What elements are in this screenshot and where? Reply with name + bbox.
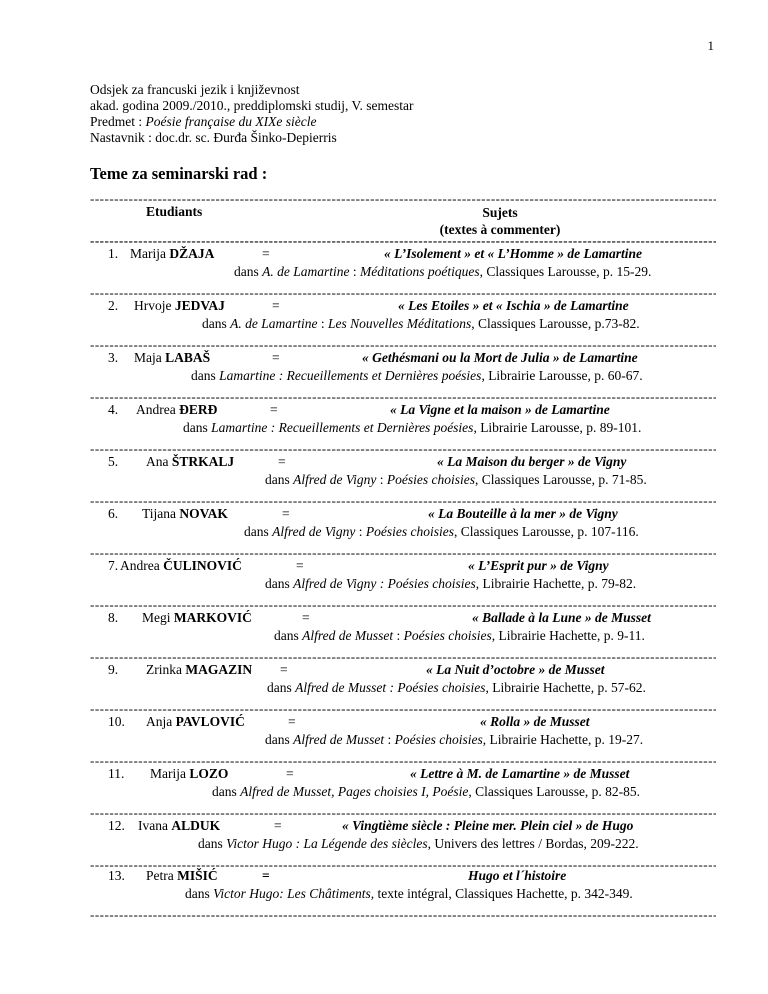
subject-title: Hugo et l´histoire xyxy=(468,868,567,883)
column-header-students: Etudiants xyxy=(146,204,203,219)
source-book: Alfred de Musset xyxy=(302,628,394,643)
student-name: Anja PAVLOVIĆ xyxy=(146,714,245,729)
list-item xyxy=(0,766,768,799)
source-book: Victor Hugo : La Légende des siècles xyxy=(226,836,428,851)
list-item xyxy=(0,610,768,643)
source-book: Alfred de Musset, Pages choisies I, Poésie xyxy=(240,784,469,799)
entry-number: 4. xyxy=(108,402,119,417)
entry-number: 10. xyxy=(108,714,125,729)
entry-source: dans Alfred de Vigny : Poésies choisies, Classiques Larousse, p. 71-85. xyxy=(265,472,647,487)
equals-sign: = xyxy=(262,246,270,261)
equals-sign: = xyxy=(262,868,270,883)
subject-title: « La Maison du berger » de Vigny xyxy=(437,454,627,469)
entry-source: dans Alfred de Vigny : Poésies choisies, Classiques Larousse, p. 107-116. xyxy=(244,524,639,539)
list-item xyxy=(0,454,768,487)
list-item xyxy=(0,714,768,747)
subject-title: « Ballade à la Lune » de Musset xyxy=(472,610,651,625)
equals-sign: = xyxy=(278,454,286,469)
list-item xyxy=(0,506,768,539)
equals-sign: = xyxy=(270,402,278,417)
entry-number: 8. xyxy=(108,610,119,625)
equals-sign: = xyxy=(282,506,290,521)
subject-title: « L’Isolement » et « L’Homme » de Lamartine xyxy=(384,246,642,261)
entry-line-student xyxy=(0,246,768,264)
subject-title: « La Bouteille à la mer » de Vigny xyxy=(428,506,618,521)
equals-sign: = xyxy=(286,766,294,781)
student-name: Hrvoje JEDVAJ xyxy=(134,298,225,313)
equals-sign: = xyxy=(296,558,304,573)
student-name: Zrinka MAGAZIN xyxy=(146,662,253,677)
subject-title: « Gethésmani ou la Mort de Julia » de Lamartine xyxy=(362,350,638,365)
student-name: Tijana NOVAK xyxy=(142,506,228,521)
entry-source: dans Alfred de Musset : Poésies choisies, Librairie Hachette, p. 19-27. xyxy=(265,732,644,747)
entry-source: dans Alfred de Vigny : Poésies choisies, Librairie Hachette, p. 79-82. xyxy=(265,576,637,591)
student-name: Petra MIŠIĆ xyxy=(146,868,218,883)
equals-sign: = xyxy=(274,818,282,833)
subject-title: « La Vigne et la maison » de Lamartine xyxy=(390,402,610,417)
student-name: Ivana ALDUK xyxy=(138,818,221,833)
page-title: Teme za seminarski rad : xyxy=(90,164,268,183)
entry-line-student xyxy=(0,610,768,628)
entry-number: 7. xyxy=(108,558,119,573)
source-book: Alfred de Vigny xyxy=(272,524,356,539)
department-line: Odsjek za francuski jezik i književnost xyxy=(90,82,300,97)
source-book: Alfred de Vigny : Poésies choisies xyxy=(293,576,476,591)
column-header-subjects: Sujets (textes à commenter) xyxy=(439,205,561,237)
student-name: Andrea ĐERĐ xyxy=(136,402,218,417)
entry-number: 12. xyxy=(108,818,125,833)
subject-title: « Lettre à M. de Lamartine » de Musset xyxy=(410,766,630,781)
source-book: Alfred de Musset : Poésies choisies xyxy=(295,680,486,695)
entry-line-student xyxy=(0,766,768,784)
subject-title: « Vingtième siècle : Pleine mer. Plein ciel » de Hugo xyxy=(342,818,634,833)
student-name: Ana ŠTRKALJ xyxy=(146,454,235,469)
entry-number: 13. xyxy=(108,868,125,883)
equals-sign: = xyxy=(280,662,288,677)
source-work: Poésies choisies xyxy=(403,628,492,643)
list-item xyxy=(0,558,768,591)
student-name: Marija LOZO xyxy=(150,766,229,781)
entry-number: 11. xyxy=(108,766,125,781)
student-name: Megi MARKOVIĆ xyxy=(142,610,252,625)
list-item xyxy=(0,818,768,851)
equals-sign: = xyxy=(302,610,310,625)
entry-number: 5. xyxy=(108,454,119,469)
source-work: Les Nouvelles Méditations xyxy=(328,316,472,331)
entry-line-student xyxy=(0,558,768,576)
student-name: Maja LABAŠ xyxy=(134,350,211,365)
equals-sign: = xyxy=(288,714,296,729)
source-book: A. de Lamartine xyxy=(230,316,318,331)
student-name: Marija DŽAJA xyxy=(130,246,215,261)
source-book: Victor Hugo: Les Châtiments, xyxy=(213,886,375,901)
list-item xyxy=(0,350,768,383)
entry-line-student xyxy=(0,298,768,316)
academic-year-line: akad. godina 2009./2010., preddiplomski studij, V. semestar xyxy=(90,98,414,113)
entry-number: 6. xyxy=(108,506,119,521)
document-header xyxy=(90,82,413,146)
entry-line-student xyxy=(0,402,768,420)
entry-line-student xyxy=(0,350,768,368)
entry-number: 1. xyxy=(108,246,119,261)
equals-sign: = xyxy=(272,298,280,313)
subject-title: « Rolla » de Musset xyxy=(480,714,590,729)
entry-source: dans Alfred de Musset : Poésies choisies, Librairie Hachette, p. 9-11. xyxy=(274,628,645,643)
course-line: Predmet : Poésie française du XIXe siècle xyxy=(90,114,317,129)
entry-source: dans Lamartine : Recueillements et Dernières poésies, Librairie Larousse, p. 89-101. xyxy=(183,420,642,435)
source-book: A. de Lamartine xyxy=(262,264,350,279)
entry-number: 9. xyxy=(108,662,119,677)
entry-source: dans Victor Hugo: Les Châtiments, texte intégral, Classiques Hachette, p. 342-349. xyxy=(185,886,633,901)
entry-line-student xyxy=(0,506,768,524)
entry-source: dans Victor Hugo : La Légende des siècles, Univers des lettres / Bordas, 209-222. xyxy=(198,836,639,851)
entry-line-student xyxy=(0,818,768,836)
entry-source: dans A. de Lamartine : Les Nouvelles Méditations, Classiques Larousse, p.73-82. xyxy=(202,316,640,331)
source-work: Méditations poétiques xyxy=(360,264,480,279)
entry-line-student xyxy=(0,714,768,732)
subject-title: « La Nuit d’octobre » de Musset xyxy=(426,662,605,677)
entry-line-student xyxy=(0,662,768,680)
entry-source: dans Alfred de Musset, Pages choisies I, Poésie, Classiques Larousse, p. 82-85. xyxy=(212,784,641,799)
page-number: 1 xyxy=(707,38,714,53)
student-name: Andrea ČULINOVIĆ xyxy=(120,558,242,573)
list-item xyxy=(0,298,768,331)
course-name: Poésie française du XIXe siècle xyxy=(145,114,317,129)
source-work: Poésies choisies xyxy=(394,732,483,747)
source-book: Alfred de Vigny xyxy=(293,472,377,487)
subject-title: « Les Etoiles » et « Ischia » de Lamartine xyxy=(398,298,629,313)
equals-sign: = xyxy=(272,350,280,365)
source-book: Alfred de Musset xyxy=(293,732,385,747)
entry-number: 3. xyxy=(108,350,119,365)
list-item xyxy=(0,662,768,695)
teacher-line: Nastavnik : doc.dr. sc. Đurđa Šinko-Depierris xyxy=(90,130,337,145)
entry-line-student xyxy=(0,868,768,886)
list-item xyxy=(0,246,768,279)
subject-title: « L’Esprit pur » de Vigny xyxy=(468,558,609,573)
entry-source: dans Lamartine : Recueillements et Dernières poésies, Librairie Larousse, p. 60-67. xyxy=(191,368,643,383)
list-item xyxy=(0,402,768,435)
divider xyxy=(90,908,716,922)
source-work: Poésies choisies xyxy=(365,524,454,539)
source-book: Lamartine : Recueillements et Dernières poésies xyxy=(211,420,474,435)
entry-source: dans Alfred de Musset : Poésies choisies, Librairie Hachette, p. 57-62. xyxy=(267,680,646,695)
entry-number: 2. xyxy=(108,298,119,313)
source-book: Lamartine : Recueillements et Dernières poésies xyxy=(219,368,482,383)
list-item xyxy=(0,868,768,901)
entry-line-student xyxy=(0,454,768,472)
entry-source: dans A. de Lamartine : Méditations poétiques, Classiques Larousse, p. 15-29. xyxy=(234,264,652,279)
source-work: Poésies choisies xyxy=(386,472,475,487)
